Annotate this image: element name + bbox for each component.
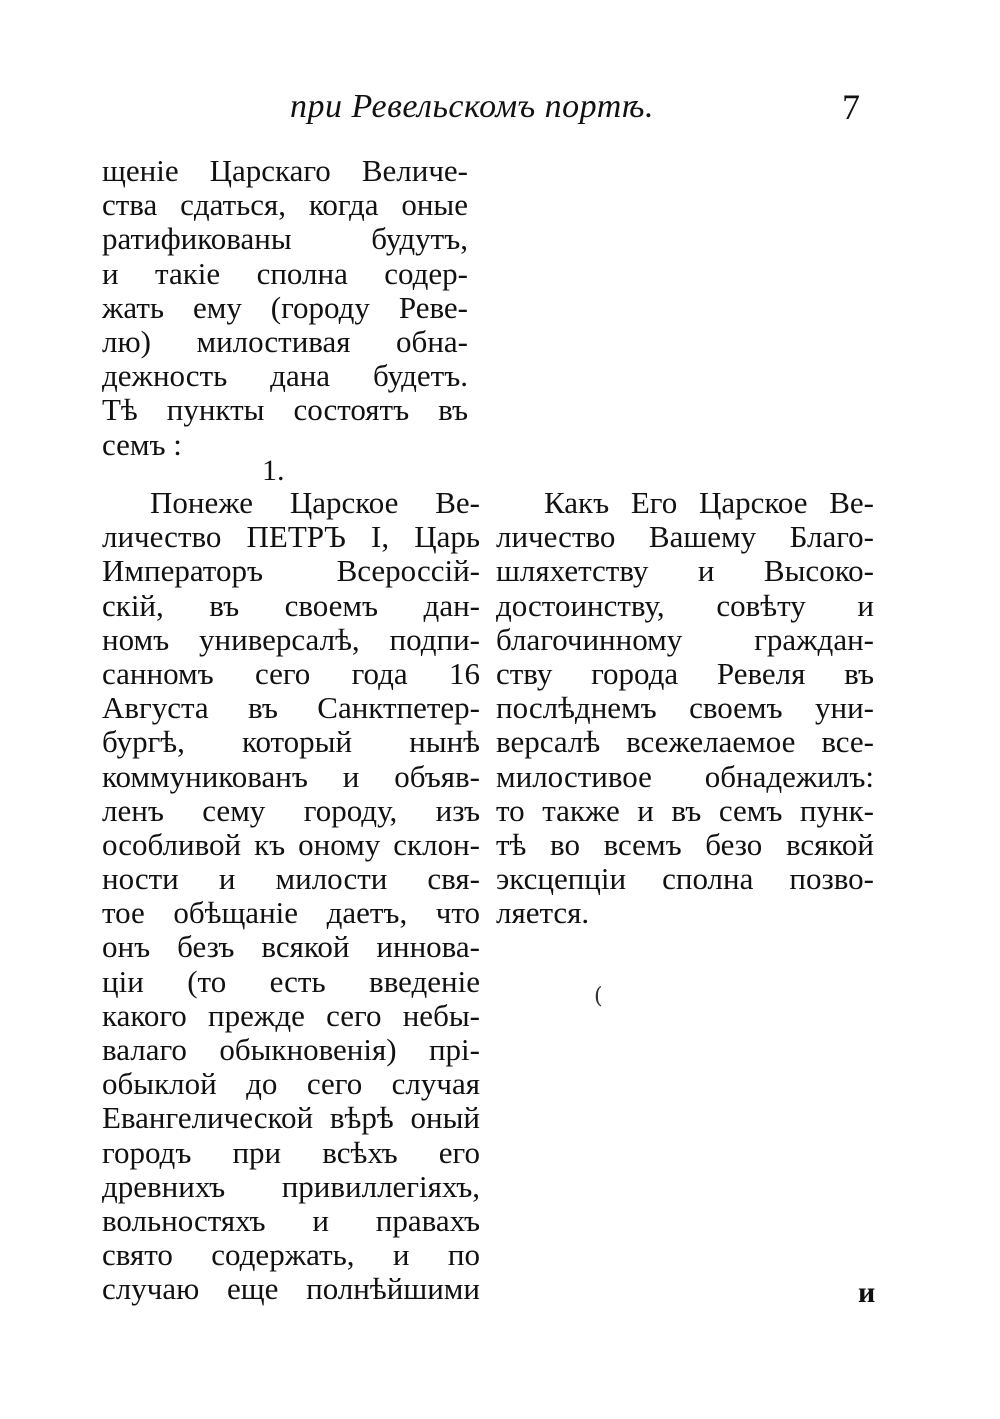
text-line: Евангелической вѣрѣ оный (102, 1100, 480, 1136)
text-line: свято содержать, и по (102, 1237, 480, 1273)
text-line: личество ПЕТРЪ I, Царь (102, 519, 480, 555)
text-line: ляется. (496, 895, 590, 931)
right-column (496, 486, 874, 930)
text-line: номъ универсалѣ, подпи- (102, 621, 480, 657)
text-line: Какъ Его Царское Ве- (544, 485, 874, 520)
text-line: семъ : (102, 426, 182, 462)
text-line: благочинному граждан- (496, 621, 874, 657)
text-line: Тѣ пункты состоятъ въ (102, 392, 468, 428)
text-line: Понеже Царское Ве- (150, 485, 480, 520)
text-line: и такіе сполна содер- (102, 255, 468, 291)
text-line: санномъ сего года 16 (102, 655, 480, 691)
text-line: бургѣ, который нынѣ (102, 724, 480, 760)
text-line: эксцепціи сполна позво- (496, 861, 874, 897)
text-line: скій, въ своемъ дан- (102, 587, 480, 623)
text-line: обыклой до сего случая (102, 1066, 480, 1102)
text-line: версалѣ всежелаемое все- (496, 724, 874, 760)
text-line: ленъ сему городу, изъ (102, 792, 480, 828)
text-line: послѣднемъ своемъ уни- (496, 690, 874, 726)
text-line: валаго обыкновенія) прі- (102, 1032, 480, 1067)
text-line: онъ безъ всякой иннова- (102, 929, 480, 965)
text-line: случаю еще полнѣйшими (102, 1271, 480, 1307)
text-line: коммуникованъ и объяв- (102, 758, 480, 794)
text-line: Августа въ Санктпетер- (102, 690, 480, 726)
text-line: ства сдаться, когда оные (102, 187, 468, 223)
text-line: лю) милостивая обна- (102, 323, 468, 359)
text-line: городъ при всѣхъ его (102, 1134, 480, 1170)
text-line: вольностяхъ и правахъ (102, 1202, 480, 1238)
running-title: при Ревельскомъ портѣ. (290, 88, 654, 125)
left-column (102, 486, 480, 1307)
text-line: ству города Ревеля въ (496, 655, 874, 691)
section-number: 1. (262, 454, 285, 487)
text-line: какого прежде сего небы- (102, 997, 480, 1033)
text-line: древнихъ привиллегіяхъ, (102, 1168, 480, 1204)
text-line: ности и милости свя- (102, 861, 480, 897)
text-line: ціи (то есть введеніе (102, 963, 480, 999)
text-line: милостивое обнадежилъ: (496, 758, 874, 794)
text-line: тѣ во всемъ безо всякой (496, 826, 874, 862)
text-line: то также и въ семъ пунк- (496, 792, 874, 828)
text-line: дежность дана будетъ. (102, 358, 468, 394)
text-line: личество Вашему Благо- (496, 519, 874, 555)
stray-mark: ( (594, 984, 603, 1009)
text-line: шляхетству и Высоко- (496, 553, 874, 589)
intro-paragraph (102, 154, 468, 462)
text-line: ратификованы будутъ, (102, 221, 468, 257)
catchword: и (858, 1276, 876, 1309)
text-line: щеніе Царскаго Величе- (102, 153, 468, 188)
text-line: особливой къ оному склон- (102, 826, 480, 862)
text-line: достоинству, совѣту и (496, 587, 874, 623)
text-line: жать ему (городу Реве- (102, 289, 468, 325)
page-number: 7 (842, 87, 860, 127)
text-line: тое обѣщаніе даетъ, что (102, 895, 480, 931)
text-line: Императоръ Всероссій- (102, 553, 480, 589)
